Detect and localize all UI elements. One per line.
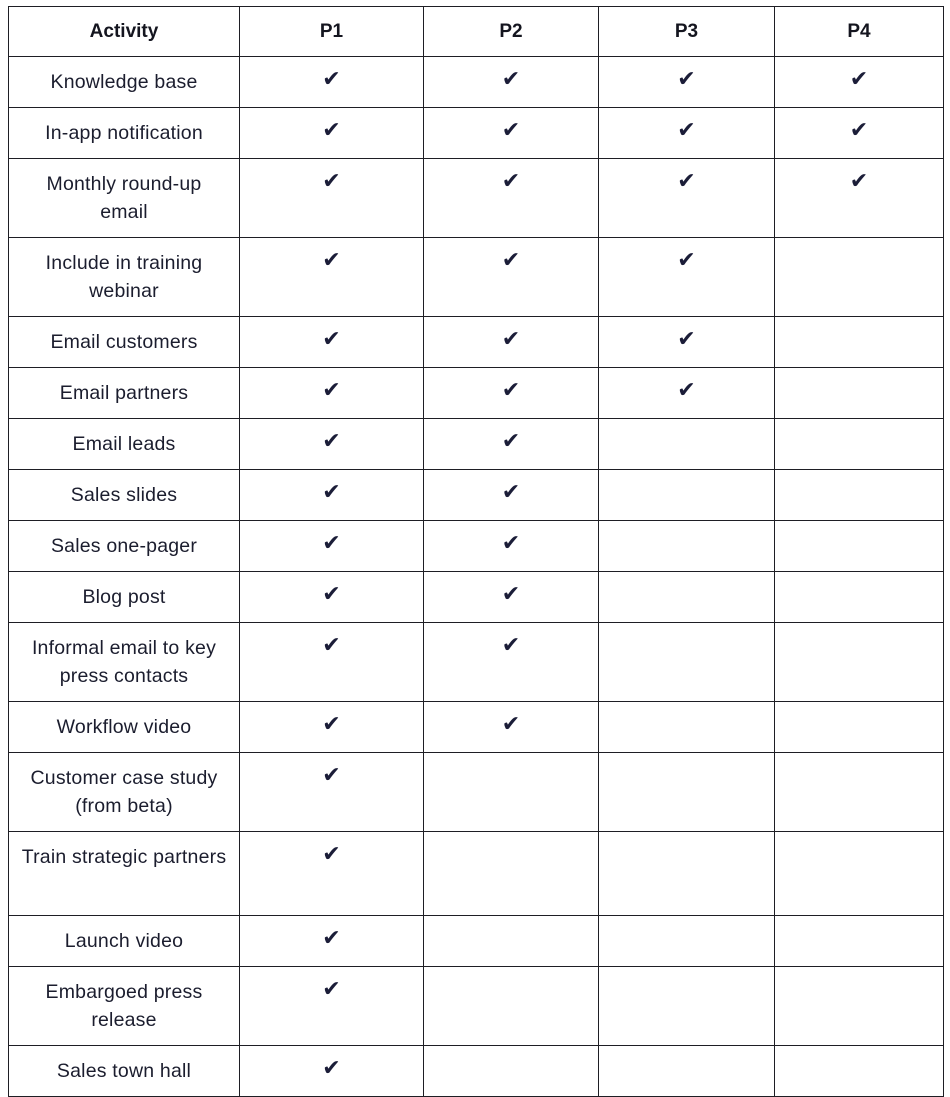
table-body — [9, 57, 944, 1097]
activity-cell: Workflow video — [9, 702, 240, 753]
table-row — [9, 317, 944, 368]
checkmark-icon: ✔ — [322, 925, 341, 950]
activity-cell: Launch video — [9, 916, 240, 967]
check-cell-p3 — [599, 832, 775, 916]
check-cell-p1 — [240, 521, 424, 572]
check-cell-p4 — [775, 521, 944, 572]
table-row — [9, 419, 944, 470]
header-p3: P3 — [599, 7, 775, 57]
header-p2: P2 — [424, 7, 599, 57]
check-cell-p3 — [599, 419, 775, 470]
check-cell-p4 — [775, 368, 944, 419]
check-cell-p1 — [240, 623, 424, 702]
checkmark-icon: ✔ — [677, 247, 696, 272]
check-cell-p4 — [775, 1046, 944, 1097]
check-cell-p1 — [240, 1046, 424, 1097]
activity-cell: Blog post — [9, 572, 240, 623]
check-cell-p2 — [424, 238, 599, 317]
header-p4: P4 — [775, 7, 944, 57]
table-row — [9, 753, 944, 832]
check-cell-p2 — [424, 470, 599, 521]
check-cell-p3 — [599, 967, 775, 1046]
checkmark-icon: ✔ — [677, 117, 696, 142]
header-row — [9, 7, 944, 57]
checkmark-icon: ✔ — [322, 377, 341, 402]
activity-cell: Knowledge base — [9, 57, 240, 108]
check-cell-p1 — [240, 916, 424, 967]
checkmark-icon: ✔ — [501, 326, 521, 351]
checkmark-icon: ✔ — [501, 581, 521, 606]
checkmark-icon: ✔ — [677, 168, 696, 193]
checkmark-icon: ✔ — [501, 632, 521, 657]
checkmark-icon: ✔ — [501, 530, 521, 555]
check-cell-p3 — [599, 108, 775, 159]
check-cell-p1 — [240, 572, 424, 623]
checkmark-icon: ✔ — [322, 247, 341, 272]
check-cell-p2 — [424, 159, 599, 238]
checkmark-icon: ✔ — [322, 762, 341, 787]
checkmark-icon: ✔ — [501, 247, 521, 272]
checkmark-icon: ✔ — [501, 168, 521, 193]
check-cell-p3 — [599, 238, 775, 317]
check-cell-p3 — [599, 702, 775, 753]
table-row — [9, 967, 944, 1046]
check-cell-p1 — [240, 470, 424, 521]
check-cell-p1 — [240, 419, 424, 470]
table-row — [9, 238, 944, 317]
check-cell-p3 — [599, 1046, 775, 1097]
check-cell-p4 — [775, 419, 944, 470]
check-cell-p2 — [424, 368, 599, 419]
check-cell-p2 — [424, 57, 599, 108]
check-cell-p3 — [599, 368, 775, 419]
table-row — [9, 57, 944, 108]
activity-cell: In-app notification — [9, 108, 240, 159]
checkmark-icon: ✔ — [849, 168, 869, 193]
check-cell-p2 — [424, 832, 599, 916]
checkmark-icon: ✔ — [322, 66, 341, 91]
table-row — [9, 108, 944, 159]
checkmark-icon: ✔ — [322, 530, 341, 555]
check-cell-p2 — [424, 108, 599, 159]
check-cell-p4 — [775, 753, 944, 832]
activity-cell: Embargoed press release — [9, 967, 240, 1046]
activity-cell: Customer case study (from beta) — [9, 753, 240, 832]
checkmark-icon: ✔ — [501, 117, 521, 142]
activity-cell: Include in training webinar — [9, 238, 240, 317]
check-cell-p2 — [424, 572, 599, 623]
check-cell-p2 — [424, 753, 599, 832]
check-cell-p4 — [775, 916, 944, 967]
checkmark-icon: ✔ — [501, 428, 521, 453]
check-cell-p1 — [240, 317, 424, 368]
check-cell-p2 — [424, 623, 599, 702]
checkmark-icon: ✔ — [322, 117, 341, 142]
activity-cell: Email customers — [9, 317, 240, 368]
checkmark-icon: ✔ — [322, 711, 341, 736]
table-row — [9, 702, 944, 753]
activity-cell: Monthly round-up email — [9, 159, 240, 238]
check-cell-p2 — [424, 1046, 599, 1097]
check-cell-p3 — [599, 57, 775, 108]
table-row — [9, 1046, 944, 1097]
checkmark-icon: ✔ — [322, 168, 341, 193]
checkmark-icon: ✔ — [677, 377, 696, 402]
table-row — [9, 916, 944, 967]
activity-priority-table-container — [8, 6, 944, 1097]
check-cell-p4 — [775, 470, 944, 521]
table-header — [9, 7, 944, 57]
table-row — [9, 470, 944, 521]
checkmark-icon: ✔ — [322, 1055, 341, 1080]
check-cell-p3 — [599, 572, 775, 623]
checkmark-icon: ✔ — [677, 326, 696, 351]
check-cell-p4 — [775, 832, 944, 916]
checkmark-icon: ✔ — [322, 841, 341, 866]
checkmark-icon: ✔ — [501, 66, 521, 91]
check-cell-p4 — [775, 159, 944, 238]
checkmark-icon: ✔ — [322, 976, 341, 1001]
check-cell-p4 — [775, 57, 944, 108]
checkmark-icon: ✔ — [501, 377, 521, 402]
checkmark-icon: ✔ — [322, 479, 341, 504]
check-cell-p4 — [775, 317, 944, 368]
table-row — [9, 521, 944, 572]
check-cell-p3 — [599, 159, 775, 238]
check-cell-p3 — [599, 470, 775, 521]
check-cell-p1 — [240, 159, 424, 238]
check-cell-p3 — [599, 521, 775, 572]
check-cell-p4 — [775, 967, 944, 1046]
check-cell-p1 — [240, 832, 424, 916]
activity-cell: Email leads — [9, 419, 240, 470]
check-cell-p3 — [599, 317, 775, 368]
checkmark-icon: ✔ — [501, 479, 521, 504]
activity-priority-table — [8, 6, 944, 1097]
check-cell-p2 — [424, 916, 599, 967]
check-cell-p1 — [240, 368, 424, 419]
table-row — [9, 832, 944, 916]
checkmark-icon: ✔ — [322, 581, 341, 606]
check-cell-p1 — [240, 702, 424, 753]
check-cell-p1 — [240, 57, 424, 108]
table-row — [9, 623, 944, 702]
checkmark-icon: ✔ — [677, 66, 696, 91]
check-cell-p2 — [424, 967, 599, 1046]
table-row — [9, 159, 944, 238]
check-cell-p1 — [240, 753, 424, 832]
check-cell-p1 — [240, 238, 424, 317]
activity-cell: Informal email to key press contacts — [9, 623, 240, 702]
checkmark-icon: ✔ — [322, 428, 341, 453]
checkmark-icon: ✔ — [322, 632, 341, 657]
check-cell-p4 — [775, 623, 944, 702]
checkmark-icon: ✔ — [849, 117, 869, 142]
check-cell-p4 — [775, 238, 944, 317]
check-cell-p4 — [775, 108, 944, 159]
activity-cell: Sales town hall — [9, 1046, 240, 1097]
check-cell-p3 — [599, 916, 775, 967]
check-cell-p1 — [240, 108, 424, 159]
activity-cell: Sales slides — [9, 470, 240, 521]
check-cell-p3 — [599, 753, 775, 832]
check-cell-p2 — [424, 419, 599, 470]
checkmark-icon: ✔ — [322, 326, 341, 351]
activity-cell: Email partners — [9, 368, 240, 419]
check-cell-p2 — [424, 317, 599, 368]
check-cell-p3 — [599, 623, 775, 702]
table-row — [9, 368, 944, 419]
activity-cell: Sales one-pager — [9, 521, 240, 572]
check-cell-p1 — [240, 967, 424, 1046]
check-cell-p4 — [775, 572, 944, 623]
header-activity: Activity — [9, 7, 240, 57]
check-cell-p2 — [424, 702, 599, 753]
checkmark-icon: ✔ — [501, 711, 521, 736]
checkmark-icon: ✔ — [849, 66, 869, 91]
check-cell-p4 — [775, 702, 944, 753]
check-cell-p2 — [424, 521, 599, 572]
activity-cell: Train strategic partners — [9, 832, 240, 916]
table-row — [9, 572, 944, 623]
header-p1: P1 — [240, 7, 424, 57]
